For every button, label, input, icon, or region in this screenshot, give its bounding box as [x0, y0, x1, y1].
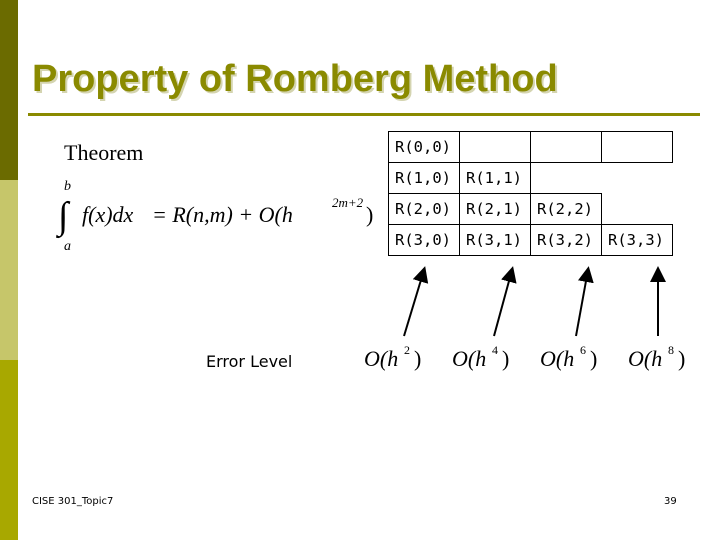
error-level-label: Error Level — [206, 352, 293, 371]
footer-course-code: CISE 301_Topic7 — [32, 496, 114, 507]
arrow-column-2 — [576, 270, 588, 336]
table-cell: R(3,1) — [460, 225, 531, 256]
order-base: O(h — [452, 346, 487, 371]
order-exponent: 8 — [668, 343, 674, 357]
slide-title: Property of Romberg Method — [32, 58, 558, 100]
order-base: O(h — [628, 346, 663, 371]
table-cell: R(0,0) — [389, 132, 460, 163]
arrow-column-1 — [494, 270, 512, 336]
upper-limit: b — [64, 179, 71, 194]
order-close: ) — [590, 346, 598, 371]
order-exponent: 2 — [404, 343, 410, 357]
order-base: O(h — [364, 346, 399, 371]
error-order-1 — [452, 343, 509, 371]
formula-rhs: = R(n,m) + O(h — [152, 202, 293, 227]
table-cell: R(2,1) — [460, 194, 531, 225]
order-base: O(h — [540, 346, 575, 371]
formula-exponent: 2m+2 — [332, 195, 364, 210]
lower-limit: a — [64, 239, 71, 254]
order-close: ) — [502, 346, 510, 371]
error-orders — [360, 336, 700, 376]
table-cell: R(2,2) — [531, 194, 602, 225]
order-exponent: 4 — [492, 343, 498, 357]
arrow-column-0 — [404, 270, 424, 336]
order-exponent: 6 — [580, 343, 586, 357]
order-close: ) — [414, 346, 422, 371]
table-cell: R(2,0) — [389, 194, 460, 225]
table-cell: R(3,2) — [531, 225, 602, 256]
error-order-2 — [540, 343, 597, 371]
table-cell: R(3,3) — [602, 225, 673, 256]
integrand: f(x)dx — [82, 202, 134, 227]
integral-sign: ∫ — [58, 195, 69, 237]
error-order-0 — [364, 343, 421, 371]
theorem-heading: Theorem — [64, 140, 144, 165]
table-cell: R(1,0) — [389, 163, 460, 194]
page-number: 39 — [664, 496, 677, 507]
table-cell: R(1,1) — [460, 163, 531, 194]
order-close: ) — [678, 346, 686, 371]
table-cell: R(3,0) — [389, 225, 460, 256]
error-order-3 — [628, 343, 685, 371]
formula-close-paren: ) — [366, 202, 374, 227]
